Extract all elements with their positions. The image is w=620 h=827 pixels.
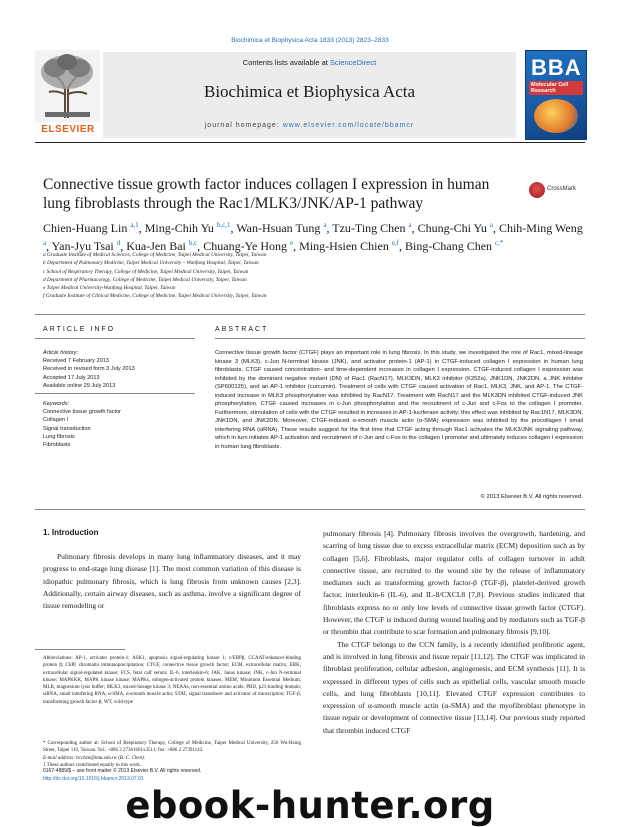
contents-available-line: Contents lists available at ScienceDirect <box>242 58 377 67</box>
sciencedirect-link[interactable]: ScienceDirect <box>329 58 377 67</box>
equal-contribution-note: 1 These authors contributed equally to this work. <box>43 762 141 768</box>
keyword-item: Fibroblasts <box>43 442 71 449</box>
abstract-text: Connective tissue growth factor (CTGF) plays an important role in lung fibrosis. In this study, we investigated the role of Rac1, mixed-lineage kinase 3 (MLK3), c-Jun N-terminal kinase (JNK), and activator protein-1 (AP-1) in CTGF-induced collagen I expression in human lung fibroblasts. CTGF caused concentration- and time-dependent increases in collagen I expression. CTGF-induced collagen I expression was inhibited by the dominant negative mutant (DN) of Rac1 (RacN17), MLK3DN, MLK3 inhibitor (K252a), JNK1DN, JNK2DN, a JNK inhibitor (SP600125), and an AP-1 inhibitor (curcumin). Treatment of cells with CTGF caused activation of Rac1, MLK3, JNK, and AP-1. The CTGF-induced increase in MLK3 phosphorylation was inhibited by RacN17. Treatment with RacN17 and the MLK3DN inhibited CTGF-induced JNK phosphorylation. CTGF caused increases in c-Jun phosphorylation and the recruitment of c-Jun and c-Fos to the collagen I promoter. Furthermore, stimulation of cells with the CTGF resulted in increases in AP-1-luciferase activity; this effect was inhibited by Rac1N17, MLK3DN, JNK1DN, and JNK2DN. Moreover, CTGF-induced α-smooth muscle actin (α-SMA) expression was inhibited by the procollagen I small interfering RNA (siRNA). These results suggest for the first time that CTGF acting through Rac1 activates the MLK3/JNK signaling pathway, which in turn initiates AP-1 activation and recruitment of c-Jun and c-Fos to the collagen I promoter and ultimately induces collagen I expression in human lung fibroblasts. <box>215 350 583 451</box>
doi-link[interactable]: http://dx.doi.org/10.1016/j.bbamcr.2013.07.01 <box>43 775 144 782</box>
affiliation-item: c School of Respiratory Therapy, College of Medicine, Taipei Medical University, Taipei, Taiwan <box>43 268 249 275</box>
footnote-rule <box>35 649 125 650</box>
intro-paragraph: pulmonary fibrosis [4]. Pulmonary fibrosis involves the overgrowth, hardening, and scarring of lung tissue due to excess extracellular matrix (ECM) deposition such as by collagen [5,6]. Fibroblasts, major regulator cells of collagen turnover in adult connective tissue, are recruited to the wound site by the release of inflammatory mediators such as transforming growth factor-β (TGF-β), platelet-derived growth factor, interleukin-6 (IL-6), and IL-8/CXCL8 [7,8]. Previous studies indicated that fibroblasts express no or only low levels of connective tissue growth factor (CTGF). However, the CTGF is induced during wound healing and by mediators such as TGF-β or thrombin that contribute to scar formation and pulmonary fibrosis [9,10]. <box>323 529 585 637</box>
history-online: Available online 29 July 2013 <box>43 382 116 389</box>
history-revised: Received in revised form 3 July 2013 <box>43 366 135 373</box>
keywords-label: Keywords: <box>43 401 70 407</box>
history-label: Article history: <box>43 350 79 356</box>
intro-paragraph: Pulmonary fibrosis develops in many lung inflammatory diseases, and it may progress to end-stage lung disease [1]. The most common variation of this disease is idiopathic pulmonary fibrosis, which is lung fibrosis from unknown causes [2,3]. Additionally, certain airway diseases, such as asthma, involve a significant degree of tissue remodeling or <box>43 552 301 611</box>
watermark: ebook-hunter.org <box>125 784 495 827</box>
front-matter-line: 0167-4889/$ – see front matter © 2013 Elsevier B.V. All rights reserved. <box>43 768 202 774</box>
affiliation-list <box>43 251 588 301</box>
history-received: Received 7 February 2013 <box>43 358 109 365</box>
crossmark-icon <box>529 182 545 198</box>
abstract-rule <box>215 338 585 339</box>
keywords-rule <box>35 393 195 394</box>
introduction-heading: 1. Introduction <box>43 528 99 537</box>
keyword-item: Signal transduction <box>43 425 91 432</box>
keyword-list <box>43 400 203 449</box>
affiliation-item: a Graduate Institute of Medical Sciences, College of Medicine, Taipei Medical University, Taipei, Taiwan <box>43 252 267 258</box>
abstract-bottom-rule <box>35 509 585 510</box>
cover-artwork <box>534 99 578 133</box>
journal-title: Biochimica et Biophysica Acta <box>203 82 416 101</box>
elsevier-wordmark: ELSEVIER <box>41 124 95 135</box>
abstract-heading: ABSTRACT <box>215 326 269 333</box>
journal-homepage-link[interactable]: www.elsevier.com/locate/bbamcr <box>282 122 415 129</box>
email-address[interactable]: E-mail address: bcchen@tmu.edu.tw (B.-C. Chen). <box>43 755 146 761</box>
abbreviations-footnote: Abbreviations: AP-1, activator protein-1; ASK1, apoptosis signal-regulating kinase 1; c/EBPβ, CCAAT/enhancer-binding protein β; ChIP, chromatin immunoprecipitation; CTGF, connective tissue growth factor; ECM, extracellular matrix; ERK, extracellular signal-regulated kinase; FCS, fetal calf serum; IL-6, interleukin-6; JAK, Janus kinase; JNK, c-Jun N-terminal kinase; MAPKKK, MAPK kinase kinase; MAPKs, mitogen-activated protein kinases; MEM, Minimum Essential Medium; MLB, magnesium lysis buffer; MLK3, mixed-lineage kinase 3; NEAAs, non-essential amino acids; PBD, p21-binding domain; siRNA, small interfering RNA; α-SMA, α-smooth muscle actin; STAT, signal transducer and activator of transcription; TGF-β, transforming growth factor-β; WT, wild-type <box>43 656 301 705</box>
introduction-right-column <box>323 528 585 737</box>
affiliation-rule <box>35 314 585 315</box>
affiliation-item: d Department of Pharmacology, College of Medicine, Taipei Medical University, Taipei, Taiwan <box>43 276 247 283</box>
cover-title: BBA <box>531 55 582 80</box>
affiliation-item: b Department of Pulmonary Medicine, Taipei Medical University – Wanfang Hospital, Taipei, Taiwan <box>43 260 259 267</box>
corresponding-address: * Corresponding author at: School of Respiratory Therapy, College of Medicine, Taipei Medical University, 250 Wu-Hsing Street, Taipei 110, Taiwan. Tel.: +886 2 27361661x3511; fax: +886 2 27391143. <box>43 741 301 754</box>
article-info-heading: ARTICLE INFO <box>43 326 116 333</box>
author-list: Chien-Huang Lin $^{a,1}$, Ming-Chih Yu $^{b,c,1}$, Wan-Hsuan Tung $^a$, Tzu-Ting Chen $^a$, Chung-Chi Yu $^a$, Chih-Ming Weng $^a$, Yan-Jyu Tsai $^d$, Kua-Jen Bai $^{b,c}$, Chuang-Ye Hong $^e$, Ming-Hsien Chien $^{e,f}$, Bing-Chang Chen $^{c,*}$ <box>43 221 583 253</box>
article-info-rule <box>35 338 195 339</box>
article-footer <box>43 768 303 783</box>
crossmark-label: CrossMark <box>547 186 577 192</box>
history-accepted: Accepted 17 July 2013 <box>43 374 100 381</box>
affiliation-item: f Graduate Institute of Clinical Medicine, College of Medicine, Taipei Medical University, Taipei, Taiwan <box>43 293 267 300</box>
keyword-item: Collagen I <box>43 417 69 424</box>
intro-paragraph: The CTGF belongs to the CCN family, is a recently identified profibrotic agent, and is involved in lung fibrosis and tissue repair [11,12]. The CTGF was implicated in fibroblast proliferation, cellular adhesion, angiogenesis, and ECM synthesis [11]. It is expressed in different types of cells such as epithelial cells, vascular smooth muscle cells, and lung fibroblasts [10,11]. Elevated CTGF expression contributes to expression of α-smooth muscle actin (α-SMA) and the myofibroblast phenotype in tissue repair or development of connective tissue [13,14]. Our previous study reported that thrombin induced CTGF <box>323 639 585 735</box>
corresponding-author-footnote <box>43 740 301 769</box>
journal-reference[interactable]: Biochimica et Biophysica Acta 1833 (2013) 2823–2833 <box>231 37 389 44</box>
journal-homepage-line: journal homepage: www.elsevier.com/locate/bbamcr <box>204 122 415 129</box>
copyright-line: © 2013 Elsevier B.V. All rights reserved. <box>480 494 583 500</box>
affiliation-item: e Taipei Medical University-Wanfang Hospital, Taipei, Taiwan <box>43 285 176 292</box>
crossmark-button[interactable] <box>529 182 585 200</box>
cover-subtitle: Molecular Cell Research <box>529 81 583 95</box>
article-history <box>43 349 203 390</box>
introduction-left-column <box>43 551 301 612</box>
keyword-item: Connective tissue growth factor <box>43 409 122 416</box>
article-title: Connective tissue growth factor induces collagen I expression in human lung fibroblasts through the Rac1/MLK3/JNK/AP-1 pathway <box>43 176 490 212</box>
journal-cover-thumbnail <box>525 50 587 140</box>
keyword-item: Lung fibrosis <box>43 433 75 440</box>
header-rule <box>35 142 585 143</box>
